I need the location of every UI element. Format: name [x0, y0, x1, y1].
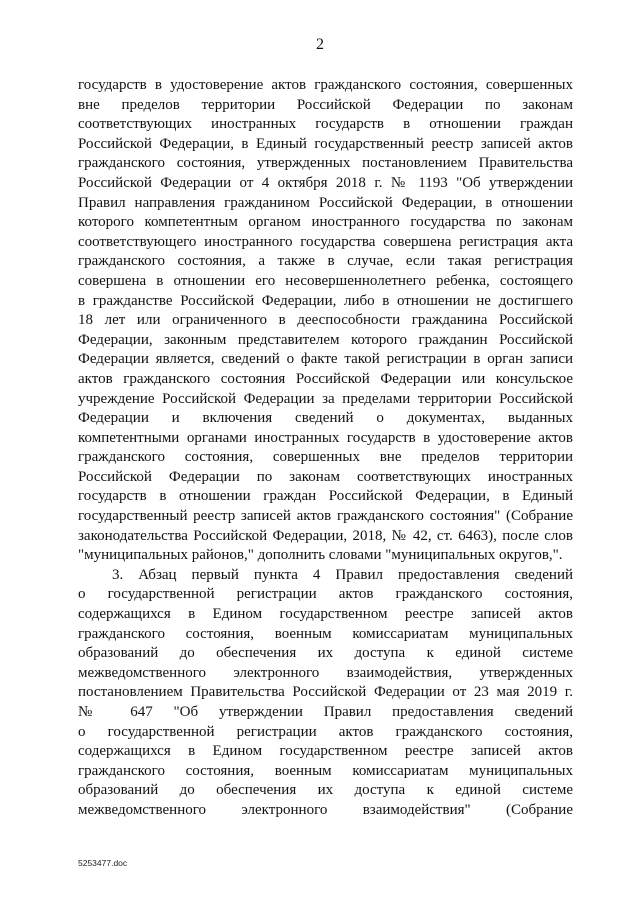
text-line: Федерации и включения сведений о документах, выданных — [78, 410, 573, 427]
text-line: государств в отношении граждан Российской Федерации, в Единый — [78, 488, 573, 505]
text-line: вне пределов территории Российской Федерации по законам — [78, 96, 573, 113]
text-line: № 647 "Об утверждении Правил предоставления сведений — [78, 704, 573, 720]
text-line: о государственной регистрации актов гражданского состояния, — [78, 723, 573, 740]
text-line: компетентными органами иностранных государств в удостоверение актов — [78, 429, 573, 446]
text-line: содержащихся в Едином государственном реестре записей актов — [78, 606, 573, 623]
text-line: о государственной регистрации актов гражданского состояния, — [78, 586, 573, 603]
text-line: гражданского состояния, военным комиссариатам муниципальных — [78, 762, 573, 779]
text-line: Федерации, законным представителем которого гражданин Российской — [78, 331, 573, 348]
text-line: 18 лет или ограниченного в дееспособности гражданина Российской — [78, 312, 573, 329]
document-file-reference: 5253477.doc — [78, 858, 128, 868]
text-line: актов гражданского состояния Российской Федерации или консульское — [78, 370, 573, 387]
text-line: Правил направления гражданином Российской Федерации, в отношении — [78, 194, 573, 211]
text-line: образований до обеспечения их доступа к единой системе — [78, 645, 573, 662]
text-line: постановлением Правительства Российской Федерации от 23 мая 2019 г. — [78, 684, 573, 701]
page-number: 2 — [316, 36, 324, 53]
text-line: Федерации является, сведений о факте такой регистрации в орган записи — [78, 351, 573, 368]
text-line: гражданского состояния, утвержденных постановлением Правительства — [78, 155, 573, 172]
text-line: гражданского состояния, военным комиссариатам муниципальных — [78, 625, 573, 642]
text-line: государств в удостоверение актов гражданского состояния, совершенных — [78, 77, 573, 93]
text-line: 3. Абзац первый пункта 4 Правил предоставления сведений — [112, 566, 573, 583]
text-line: государственный реестр записей актов гражданского состояния" (Собрание — [78, 508, 573, 525]
text-line: законодательства Российской Федерации, 2018, № 42, ст. 6463), после слов — [78, 527, 573, 544]
text-line: межведомственного электронного взаимодействия, утвержденных — [78, 664, 573, 681]
text-line: содержащихся в Едином государственном реестре записей актов — [78, 743, 573, 760]
document-body — [78, 76, 573, 821]
text-line: гражданского состояния, совершенных вне пределов территории — [78, 449, 573, 466]
text-line: соответствующего иностранного государства совершена регистрация акта — [78, 233, 573, 250]
text-line: Российской Федерации от 4 октября 2018 г. № 1193 "Об утверждении — [78, 174, 573, 191]
text-line: гражданского состояния, а также в случае, если такая регистрация — [78, 253, 573, 270]
text-line: Российской Федерации по законам соответствующих иностранных — [78, 468, 573, 485]
text-line: образований до обеспечения их доступа к единой системе — [78, 782, 573, 799]
text-line: "муниципальных районов," дополнить словами "муниципальных округов,". — [78, 547, 563, 564]
text-line: совершена в отношении его несовершеннолетнего ребенка, состоящего — [78, 272, 573, 289]
text-line: межведомственного электронного взаимодействия" (Собрание — [78, 801, 573, 818]
text-line: в гражданстве Российской Федерации, либо в отношении не достигшего — [78, 292, 573, 309]
text-line: соответствующих иностранных государств в отношении граждан — [78, 116, 573, 133]
text-line: которого компетентным органом иностранного государства по законам — [78, 214, 573, 231]
text-line: Российской Федерации, в Единый государственный реестр записей актов — [78, 135, 573, 152]
text-line: учреждение Российской Федерации за пределами территории Российской — [78, 390, 573, 407]
